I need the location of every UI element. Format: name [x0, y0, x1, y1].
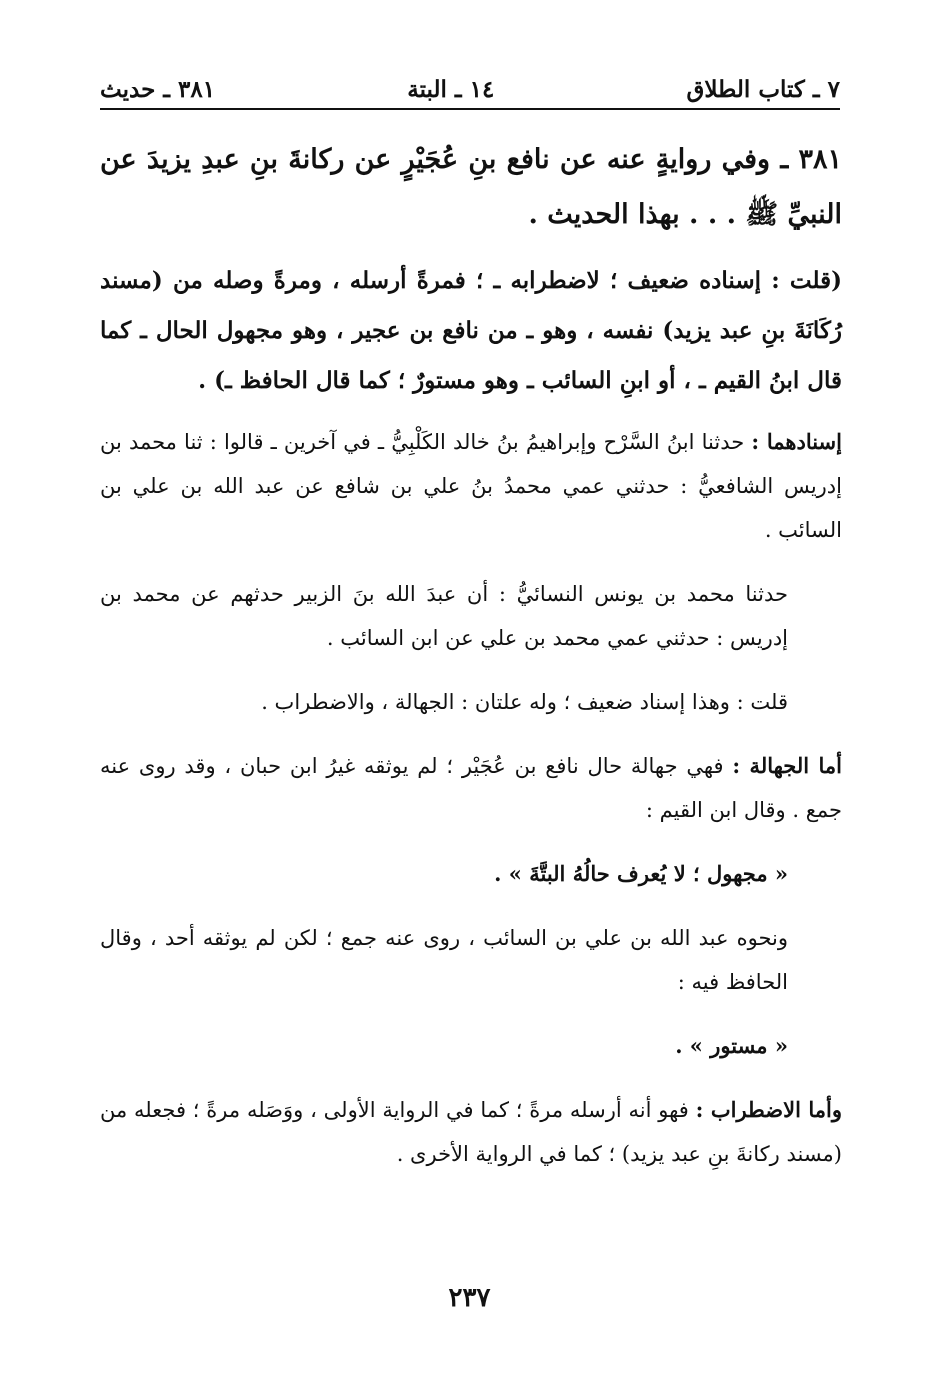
header-divider	[100, 108, 840, 110]
header-hadith-number: ٣٨١ ـ حديث	[100, 75, 216, 103]
jahala-label: أما الجهالة :	[732, 753, 842, 778]
header-book-title: ٧ ـ كتاب الطلاق	[686, 75, 840, 103]
author-note: (قلت : إسناده ضعيف ؛ لاضطرابه ـ ؛ فمرةً أرسله ، ومرةً وصله من (مسند رُكَانَةَ بنِ عبد يزيد) نفسه ، وهو ـ من نافع بن عجير ، وهو مجهول الحال ـ كما قال ابنُ القيم ـ ، أو ابنِ السائب ـ وهو مستورٌ ؛ كما قال الحافظ ـ) .	[100, 267, 842, 394]
idtirab-text: فهو أنه أرسله مرةً ؛ كما في الرواية الأولى ، ووَصَله مرةً ؛ فجعله من (مسند ركانةَ بنِ عبد يزيد) ؛ كما في الرواية الأخرى .	[100, 1098, 842, 1166]
isnad-text: حدثنا ابنُ السَّرْح وإبراهيمُ بنُ خالد الكَلْبِيُّ ـ في آخرين ـ قالوا : ثنا محمد بن إدريس الشافعيُّ : حدثني عمي محمدُ بنُ علي بن شافع عن عبد الله بن علي بن السائب .	[100, 430, 842, 542]
ibn-qayyim-quote: « مجهول ؛ لا يُعرف حالُهُ البتَّةَ » .	[494, 861, 788, 886]
page-number: ٢٣٧	[448, 1283, 491, 1313]
qultu-paragraph: قلت : وهذا إسناد ضعيف ؛ وله علتان : الجهالة ، والاضطراب .	[261, 690, 788, 714]
page-body	[100, 132, 842, 1196]
idtirab-label: وأما الاضطراب :	[695, 1097, 842, 1122]
header-chapter-title: ١٤ ـ البتة	[407, 75, 495, 103]
hafiz-quote: « مستور » .	[675, 1033, 788, 1058]
jahala-paragraph	[100, 744, 842, 832]
nahwuhu-paragraph: ونحوه عبد الله بن علي بن السائب ، روى عنه جمع ؛ لكن لم يوثقه أحد ، وقال الحافظ فيه :	[100, 926, 788, 994]
running-header	[100, 72, 840, 106]
jahala-text: فهي جهالة حال نافع بن عُجَيْر ؛ لم يوثقه غيرُ ابن حبان ، وقد روى عنه جمع . وقال ابن القيم :	[100, 754, 842, 822]
hadith-text: ٣٨١ ـ وفي روايةٍ عنه عن نافع بنِ عُجَيْرٍ عن ركانةَ بنِ عبدِ يزيدَ عن النبيِّ ﷺ . . . بهذا الحديث .	[100, 144, 842, 230]
idtirab-paragraph	[100, 1088, 842, 1176]
isnad-label: إسنادهما :	[751, 429, 842, 454]
nasai-paragraph: حدثنا محمد بن يونس النسائيُّ : أن عبدَ الله بنَ الزبير حدثهم عن محمد بن إدريس : حدثني عمي محمد بن علي عن ابن السائب .	[100, 582, 788, 650]
isnad-paragraph	[100, 420, 842, 552]
